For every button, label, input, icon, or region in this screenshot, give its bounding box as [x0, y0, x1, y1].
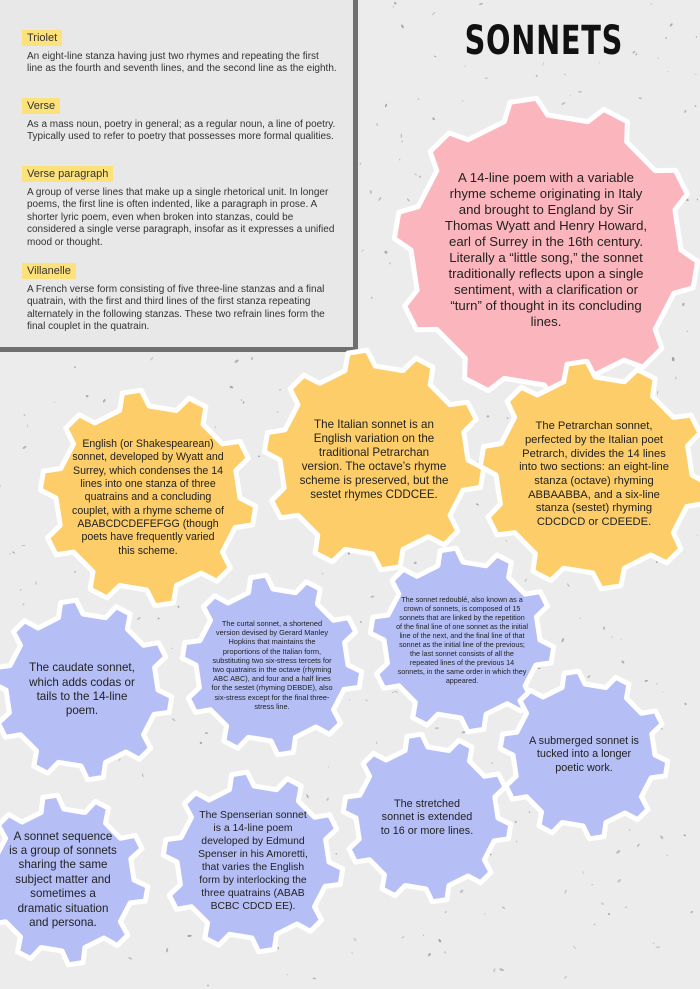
gear-text-italian-sonnet: The Italian sonnet is an English variation on the traditional Petrarchan version. The octave’s rhyme scheme is preserved, but the sestet rhymes CDDCEE.: [299, 417, 449, 501]
gear-label-italian-sonnet: [299, 380, 449, 540]
glossary-term-verse: Verse: [22, 98, 60, 114]
gear-text-stretched-sonnet: The stretched sonnet is extended to 16 or more lines.: [380, 797, 474, 837]
gear-label-english-sonnet: [72, 420, 224, 576]
gear-text-english-sonnet: English (or Shakespearean) sonnet, developed by Wyatt and Surrey, which condenses the 14 lines into one stanza of three quatrains and a concluding couplet, with a rhyme scheme of ABABCDCDEFEFGG (though poets have frequently varied this scheme.: [72, 438, 224, 557]
glossary-term-verse-paragraph: Verse paragraph: [22, 166, 113, 182]
gear-label-submerged-sonnet: [528, 695, 640, 816]
gear-label-petrarchan-sonnet: [518, 392, 670, 559]
glossary-definition-verse: As a mass noun, poetry in general; as a regular noun, a line of poetry. Typically used to refer to poetry that possesses more formal qualities.: [27, 119, 336, 143]
page-title: SONNETS: [464, 18, 624, 64]
gear-label-sonnet-definition: [441, 135, 651, 365]
gear-text-spenserian-sonnet: The Spenserian sonnet is a 14-line poem developed by Edmund Spenser in his Amoretti, that varies the English form by interlocking the three quatrains (ABAB BCBC CDCD EE).: [198, 810, 308, 912]
gear-label-sonnet-redouble: [396, 574, 528, 707]
glossary-term-villanelle: Villanelle: [22, 263, 76, 279]
gear-text-caudate-sonnet: The caudate sonnet, which adds codas or tails to the 14-line poem.: [29, 661, 135, 718]
glossary-term-triolet: Triolet: [22, 30, 62, 46]
glossary-definition-triolet: An eight-line stanza having just two rhymes and repeating the first line as the fourth and seventh lines, and the second line as the eighth.: [27, 51, 337, 75]
gear-label-curtal-sonnet: [209, 600, 335, 729]
gear-label-sonnet-sequence: [9, 820, 117, 941]
glossary-definition-verse-paragraph: A group of verse lines that make up a single rhetorical unit. In longer poems, the first line is often indented, like a paragraph in prose. A shorter lyric poem, even when broken into stanzas, could be considered a single verse paragraph, insofar as it expresses a unified mood or thought.: [27, 187, 335, 248]
gear-text-curtal-sonnet: The curtal sonnet, a shortened version devised by Gerard Manley Hopkins that maintains the proportions of the Italian form, substituting two six-stress tercets for two quatrains in the octave (rhyming ABC ABC), and four and a half lines for the sestet (rhyming DEBDE), also six-stress except for the final three-stress line.: [211, 618, 333, 711]
gear-text-sonnet-sequence: A sonnet sequence is a group of sonnets sharing the same subject matter and sometimes a dramatic situation and persona.: [9, 829, 117, 929]
gear-label-caudate-sonnet: [23, 625, 141, 754]
glossary-definition-villanelle: A French verse form consisting of five three-line stanzas and a final quatrain, with the first and third lines of the first stanza repeating alternately in the following stanzas. These two refrain lines form the final couplet in the quatrain.: [27, 284, 325, 333]
gear-text-submerged-sonnet: A submerged sonnet is tucked into a longer poetic work.: [529, 734, 639, 774]
gear-text-petrarchan-sonnet: The Petrarchan sonnet, perfected by the Italian poet Petrarch, divides the 14 lines into two sections: an eight-line stanza (octave) rhyming ABBAABBA, and a six-line stanza (sestet) rhyming CDCDCD or CDEEDE.: [519, 420, 669, 529]
gear-label-spenserian-sonnet: [195, 797, 311, 926]
gear-text-sonnet-redouble: The sonnet redoublé, also known as a crown of sonnets, is composed of 15 sonnets that are linked by the repetition of the final line of one sonnet as the initial line of the next, and the final line of that sonnet as the initial line of the previous; the last sonnet consists of all the repeated lines of the previous 14 sonnets, in the same order in which they appeared.: [396, 594, 528, 685]
gear-text-sonnet-definition: A 14-line poem with a variable rhyme scheme originating in Italy and brought to England by Sir Thomas Wyatt and Henry Howard, earl of Surrey in the 16th century. Literally a “little song,” the sonnet traditionally reflects upon a single sentiment, with a clarification or “turn” of thought in its concluding lines.: [444, 170, 648, 329]
gear-label-stretched-sonnet: [377, 758, 477, 879]
